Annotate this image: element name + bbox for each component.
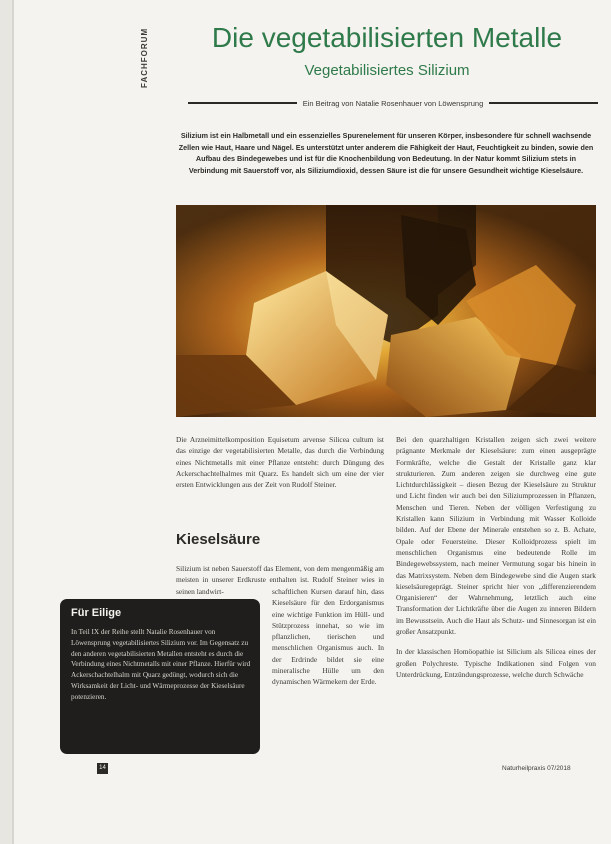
article-subtitle: Vegetabilisiertes Silizium	[304, 62, 470, 79]
byline-row	[188, 96, 598, 110]
section-label: FACHFORUM	[140, 27, 149, 89]
byline-rule-right	[489, 102, 598, 104]
body-paragraph-2: Silizium ist neben Sauerstoff das Element, von dem mengenmäßig am meisten in unserer Erdkruste enthalten ist. Rudolf Steiner wies in seinen landwirt-	[176, 564, 384, 596]
body-paragraph-right-1: Bei den quarzhaltigen Kristallen zeigen sich zwei weitere prägnante Merkmale der Kieselsäure: zum einen ausgeprägte Formkräfte, welche die Gestalt der Kristalle ganz klar strukturieren. Zum anderen zeigen sie durchweg eine gute Lichtdurchlässigkeit – diesen Bezug der Kieselsäure zu Struktur und Licht finden wir auch bei den Siliziumprozessen in Pflanzen, Menschen und Tieren. Neben der völligen Verfestigung zu Kristallen kann Silizium in Verbindung mit Wasser Kolloide bilden. Auf der Ebene der Minerale entstehen so z. B. Achate, Opale oder Feuersteine. Dieser Kolloidprozess spielt im menschlichen Organismus eine bedeutende Rolle im Bindegewebssystem, nach meiner Vermutung sogar bis hinein in das Matrixsystem. Neben dem Bindegewebe sind die Augen stark kieselsäuregeprägt. Steiner spricht hier von „differenzierendem Organisieren“ der Wahrnehmung, letztlich auch eine Transformation der Lichtkräfte über die Augen zu inneren Bildern im Bewusstsein. Auch die Haut als Schutz- und Sinnesorgan ist ein großer Ansatzpunkt.	[396, 435, 596, 637]
page-number: 14	[97, 763, 108, 774]
section-heading: Kieselsäure	[176, 531, 261, 548]
summary-text: In Teil IX der Reihe stellt Natalie Rosenhauer von Löwensprung vegetabilisiertes Silizium vor. Im Gegensatz zu den anderen vegetabilisierten Metallen entsteht es durch die Verbindung eines Nichtmetalls mit einer Pflanze. Hierfür wird Ackerschachtelhalm mit Quarz gedüngt, wodurch sich die Wirksamkeit der Licht- und Wärmeprozesse der Kieselsäure potenzieren.	[71, 628, 251, 701]
body-paragraph-3: schaftlichen Kursen darauf hin, dass Kieselsäure für den Erdorganismus eine wichtige Funktion im Hüll- und Stützprozess innehat, so wie im pflanzlichen, tierischen und menschlichen Organismus auch. In der Erdrinde bildet sie eine mineralische Hülle um den dynamischen Wärmekern der Erde.	[272, 587, 384, 687]
footer-publication: Naturheilpraxis 07/2018	[502, 765, 571, 772]
article-title: Die vegetabilisierten Metalle	[211, 22, 563, 53]
byline: Ein Beitrag von Natalie Rosenhauer von Löwensprung	[302, 98, 484, 108]
magazine-page	[12, 0, 611, 844]
body-paragraph-1: Die Arzneimittelkomposition Equisetum arvense Silicea cultum ist das einzige der vegetabilisierten Metalle, das durch die Verbindung eines Nichtmetalls mit einer Pflanze entsteht: durch Düngung des Ackerschachtelhalmes mit Quarz. Es handelt sich um eine der vier ersten Entwicklungen aus der Zeit von Rudolf Steiner.	[176, 435, 384, 490]
summary-title: Für Eilige	[71, 607, 122, 619]
summary-box	[60, 599, 260, 754]
body-paragraph-right-2: In der klassischen Homöopathie ist Silicium als Silicea eines der großen Polychreste. Typische Indikationen sind Folgen von Unterdrückung, Entzündungsprozesse, welche durch Schwäche	[396, 647, 596, 679]
intro-paragraph: Silizium ist ein Halbmetall und ein essenzielles Spurenelement für unseren Körper, insbesondere für schnell wachsende Zellen wie Haut, Haare und Nägel. Es unterstützt unter anderem die Fähigkeit der Haut, Feuchtigkeit zu binden, sowie den Aufbau des Bindegewebes und ist für die Knochenbildung von Bedeutung. In der Natur kommt Silizium stets in Verbindung mit Sauerstoff vor, als Siliziumdioxid, dessen Säure ist die für unsere Gesundheit wichtige Kieselsäure.	[178, 131, 594, 175]
byline-rule-left	[188, 102, 297, 104]
right-column	[396, 434, 596, 689]
quartz-crystals-photo	[176, 205, 596, 417]
crystal-image	[176, 205, 596, 417]
